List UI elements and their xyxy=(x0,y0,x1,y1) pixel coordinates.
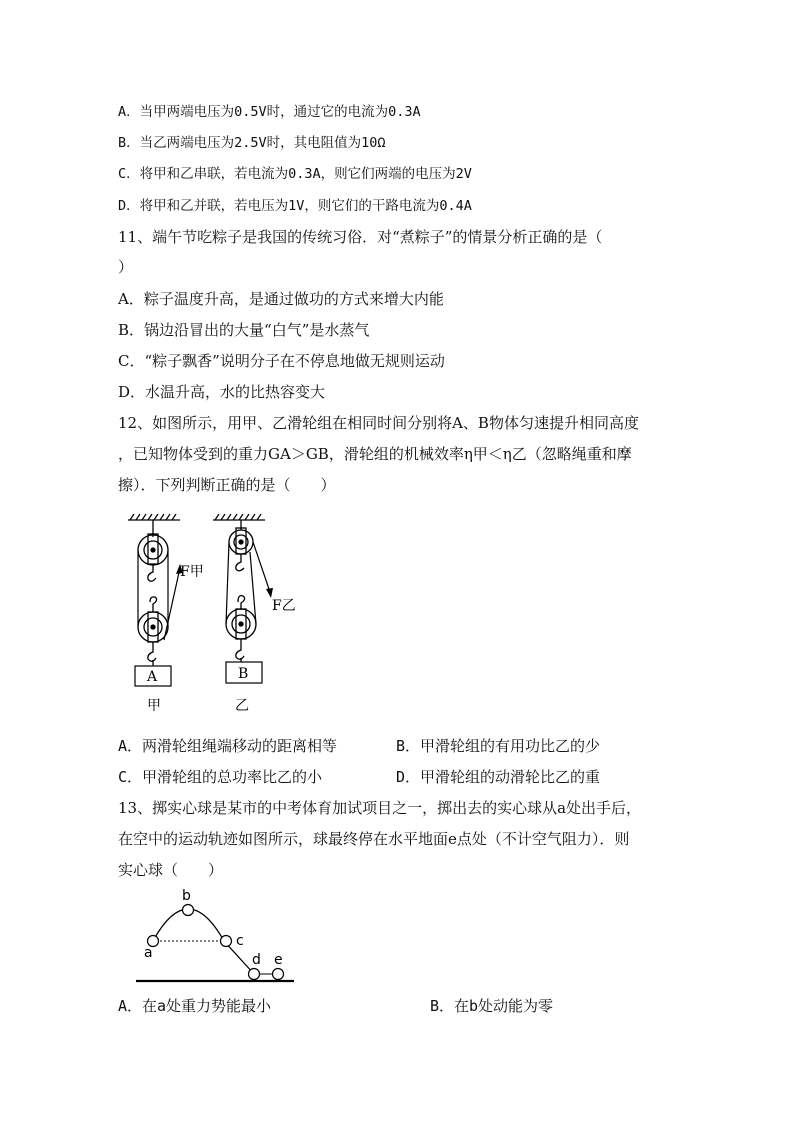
label-e: e xyxy=(274,952,283,968)
q12-option-c: C．甲滑轮组的总功率比乙的小 xyxy=(118,768,323,786)
label-c: c xyxy=(236,933,244,949)
label-d: d xyxy=(252,952,261,968)
q12-stem-line1: 12、如图所示，用甲、乙滑轮组在相同时间分别将A、B物体匀速提升相同高度 xyxy=(118,414,639,432)
q11-stem-line1: 11、端午节吃粽子是我国的传统习俗．对“煮粽子”的情景分析正确的是（ xyxy=(118,228,603,246)
caption-left: 甲 xyxy=(147,698,161,714)
q13-stem-line2: 在空中的运动轨迹如图所示，球最终停在水平地面e点处（不计空气阻力）．则 xyxy=(118,830,630,848)
q13-stem-line1: 13、掷实心球是某市的中考体育加试项目之一，掷出去的实心球从a处出手后， xyxy=(118,799,642,817)
left-movable-pulley xyxy=(138,597,168,666)
arrow-f-right xyxy=(266,588,273,598)
pulley-figure xyxy=(120,512,320,717)
q12-option-b: B．甲滑轮组的有用功比乙的少 xyxy=(396,737,601,755)
q13-option-b: B．在b处动能为零 xyxy=(430,997,554,1015)
q11-stem-line2: ） xyxy=(118,258,134,276)
block-a-label: A xyxy=(147,669,158,685)
q10-option-c: C．将甲和乙串联，若电流为0.3A，则它们两端的电压为2V xyxy=(118,166,472,182)
q10-option-d: D．将甲和乙并联，若电压为1V，则它们的干路电流为0.4A xyxy=(118,198,472,214)
q13-stem-line3: 实心球（ ） xyxy=(118,861,224,879)
q10-option-b: B．当乙两端电压为2.5V时，其电阻值为10Ω xyxy=(118,135,386,151)
force-left-label: F甲 xyxy=(180,564,204,580)
ceiling-left xyxy=(128,514,180,520)
ball-e xyxy=(273,969,284,980)
right-fixed-pulley xyxy=(229,520,253,571)
block-b-label: B xyxy=(238,666,249,682)
ball-b xyxy=(183,905,194,916)
left-fixed-pulley xyxy=(138,520,168,581)
label-b: b xyxy=(182,888,191,904)
ceiling-right xyxy=(213,514,265,520)
force-right-label: F乙 xyxy=(272,598,296,614)
q12-stem-line2: ，已知物体受到的重力GA＞GB，滑轮组的机械效率η甲＜η乙（忽略绳重和摩 xyxy=(118,445,632,463)
q12-option-d: D．甲滑轮组的动滑轮比乙的重 xyxy=(396,768,601,786)
ball-d xyxy=(249,969,260,980)
ball-c xyxy=(221,936,232,947)
q11-option-a: A．粽子温度升高，是通过做功的方式来增大内能 xyxy=(118,290,444,308)
trajectory-figure xyxy=(136,885,306,985)
caption-right: 乙 xyxy=(235,698,249,714)
label-a: a xyxy=(144,945,153,961)
q11-option-b: B．锅边沿冒出的大量“白气”是水蒸气 xyxy=(118,321,370,339)
q10-option-a: A．当甲两端电压为0.5V时，通过它的电流为0.3A xyxy=(118,104,421,120)
right-movable-pulley xyxy=(226,596,256,662)
q12-stem-line3: 擦）．下列判断正确的是（ ） xyxy=(118,476,336,494)
q11-option-c: C．“粽子飘香”说明分子在不停息地做无规则运动 xyxy=(118,352,445,370)
q12-option-a: A．两滑轮组绳端移动的距离相等 xyxy=(118,737,338,755)
q13-option-a: A．在a处重力势能最小 xyxy=(118,997,272,1015)
q11-option-d: D．水温升高，水的比热容变大 xyxy=(118,383,326,401)
